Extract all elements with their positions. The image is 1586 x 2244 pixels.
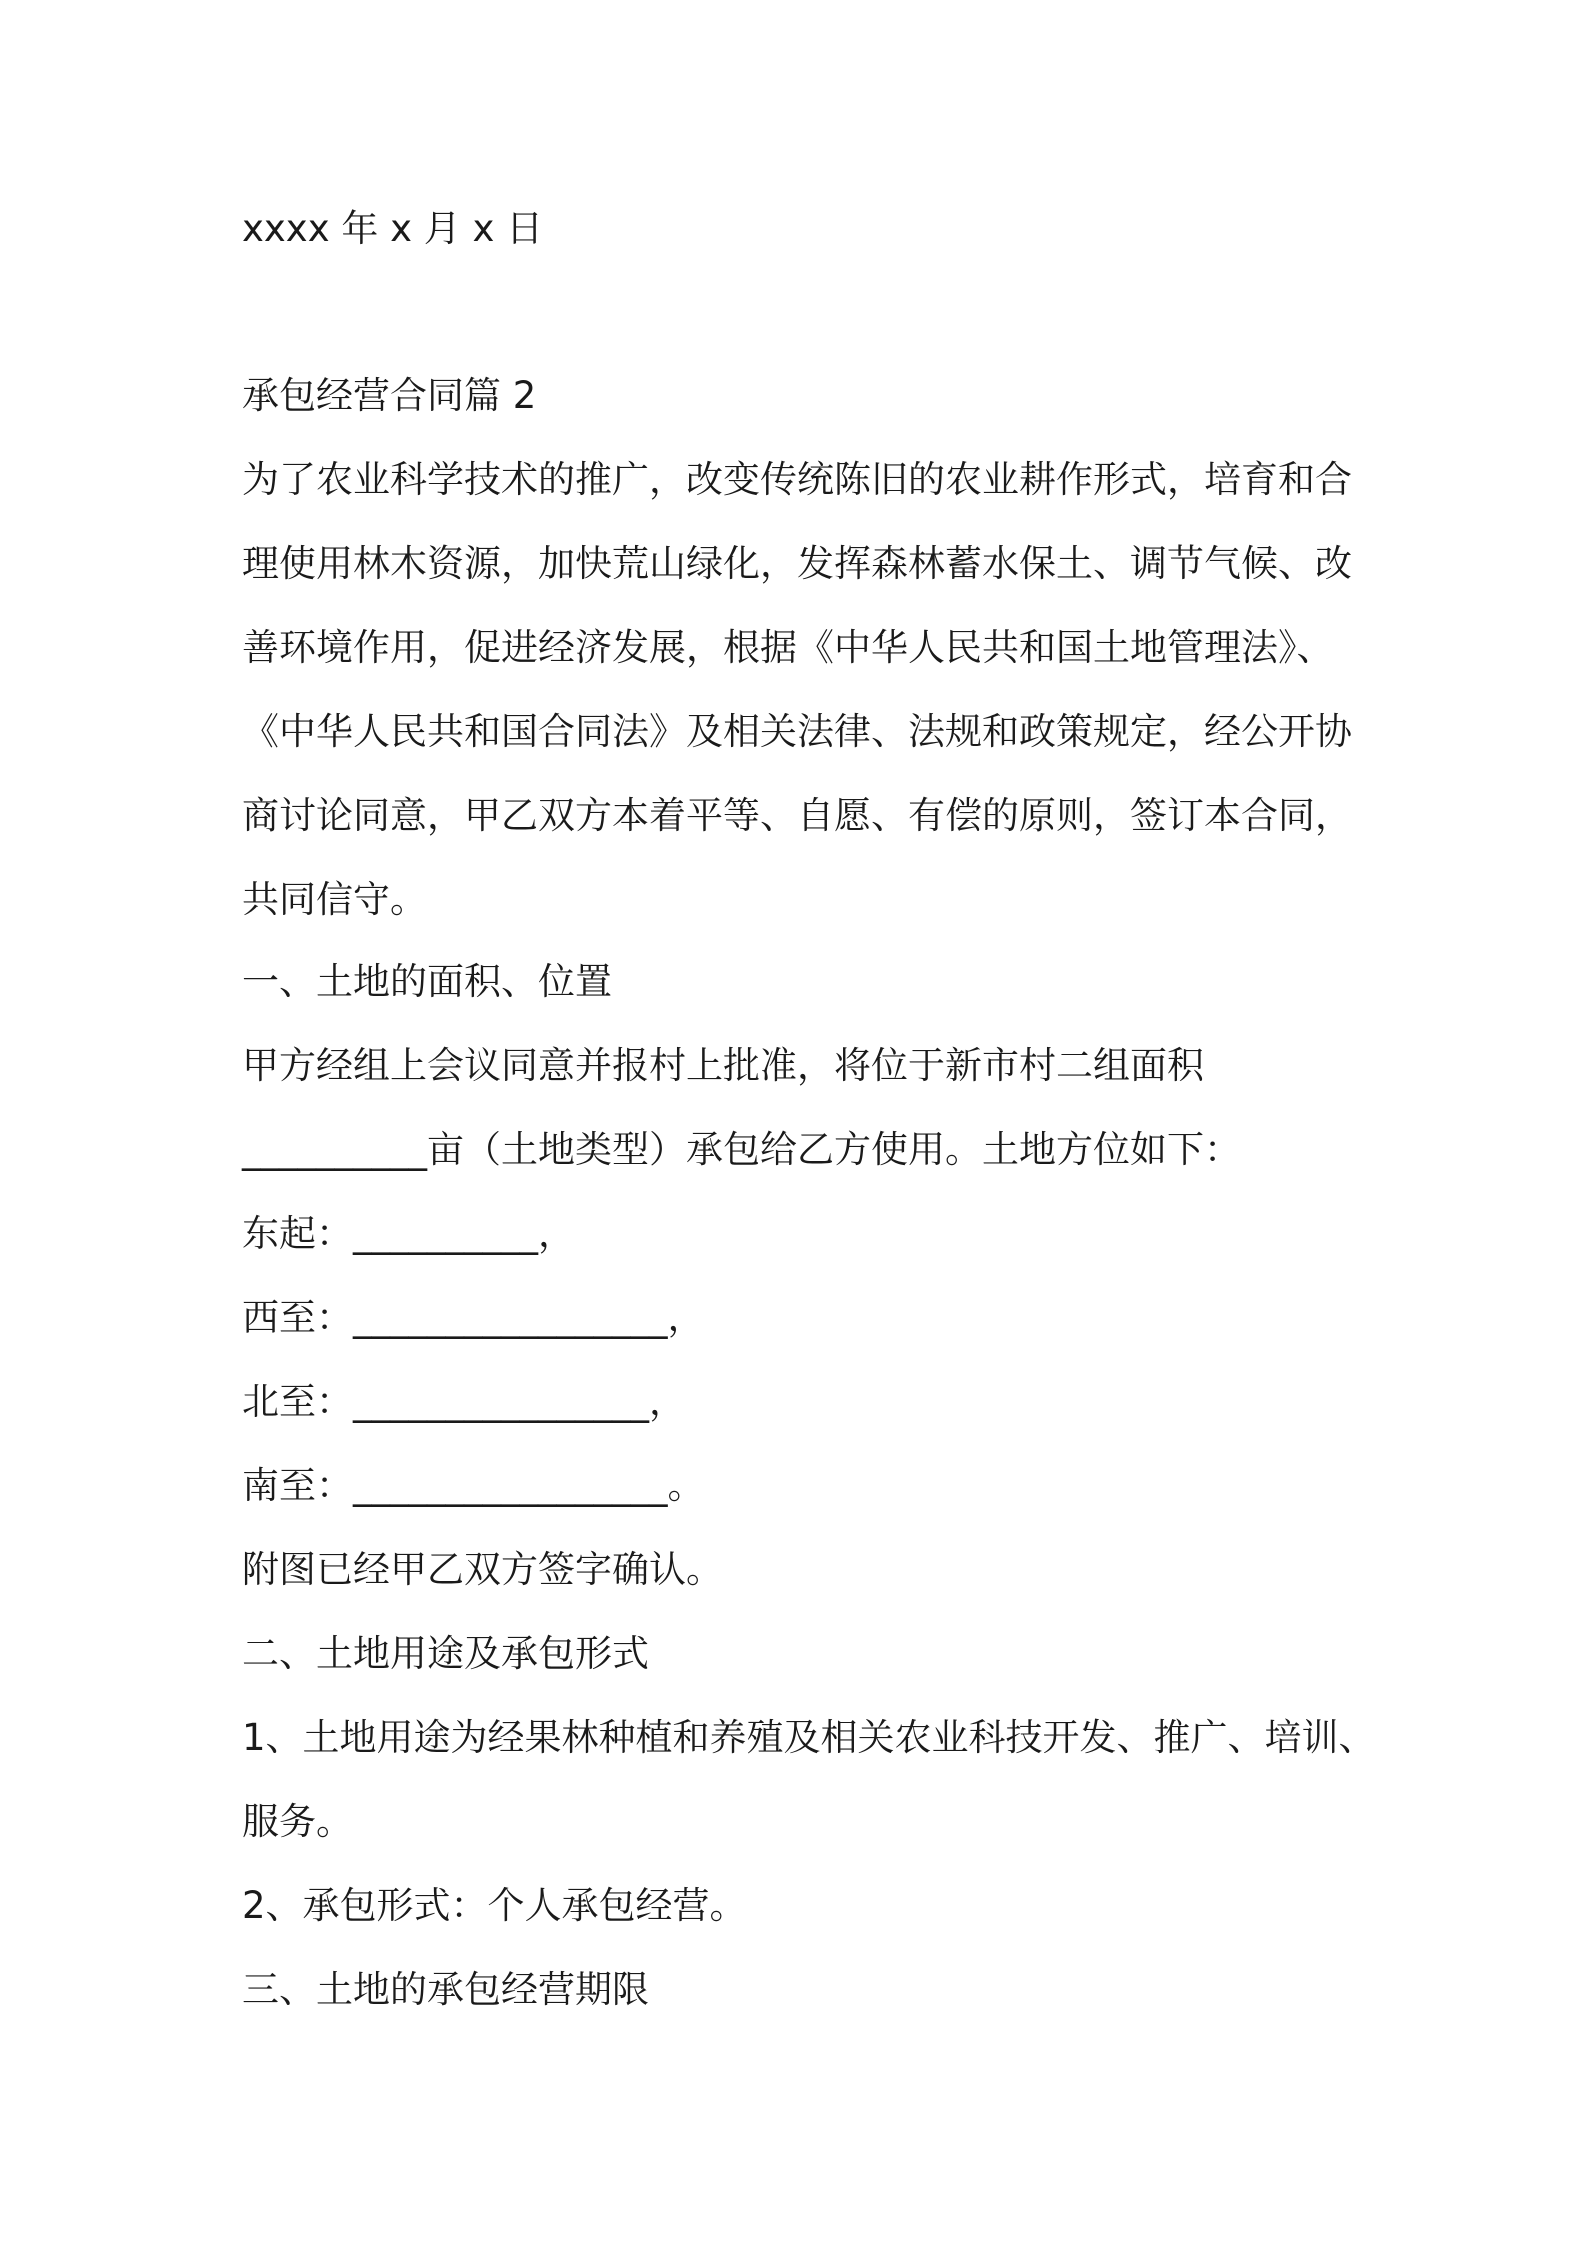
preamble-line-3: 善环境作用，促进经济发展，根据《中华人民共和国土地管理法》、 [242, 626, 1334, 669]
heading-contract-term: 三、土地的承包经营期限 [242, 1968, 649, 2011]
land-text-line-2: __________亩（土地类型）承包给乙方使用。土地方位如下： [242, 1128, 1241, 1171]
usage-line-1: 1、土地用途为经果林种植和养殖及相关农业科技开发、推广、培训、 [242, 1716, 1376, 1759]
attachment-note: 附图已经甲乙双方签字确认。 [242, 1548, 723, 1591]
boundary-west: 西至：_________________， [242, 1296, 705, 1339]
section-title: 承包经营合同篇 2 [242, 374, 537, 417]
preamble-line-1: 为了农业科学技术的推广，改变传统陈旧的农业耕作形式，培育和合 [242, 458, 1352, 501]
boundary-south: 南至：_________________。 [242, 1464, 705, 1507]
boundary-north: 北至：________________， [242, 1380, 686, 1423]
preamble-line-6: 共同信守。 [242, 878, 427, 921]
heading-land-usage-form: 二、土地用途及承包形式 [242, 1632, 649, 1675]
preamble-line-5: 商讨论同意，甲乙双方本着平等、自愿、有偿的原则，签订本合同， [242, 794, 1352, 837]
preamble-line-2: 理使用林木资源，加快荒山绿化，发挥森林蓄水保土、调节气候、改 [242, 542, 1352, 585]
preamble-line-4: 《中华人民共和国合同法》及相关法律、法规和政策规定，经公开协 [242, 710, 1352, 753]
date-line: xxxx 年 x 月 x 日 [242, 207, 544, 250]
contract-form-line: 2、承包形式：个人承包经营。 [242, 1884, 747, 1927]
heading-land-area-location: 一、土地的面积、位置 [242, 960, 612, 1003]
usage-line-2: 服务。 [242, 1800, 353, 1843]
land-text-line-1: 甲方经组上会议同意并报村上批准，将位于新市村二组面积 [242, 1044, 1204, 1087]
boundary-east: 东起：__________， [242, 1212, 575, 1255]
